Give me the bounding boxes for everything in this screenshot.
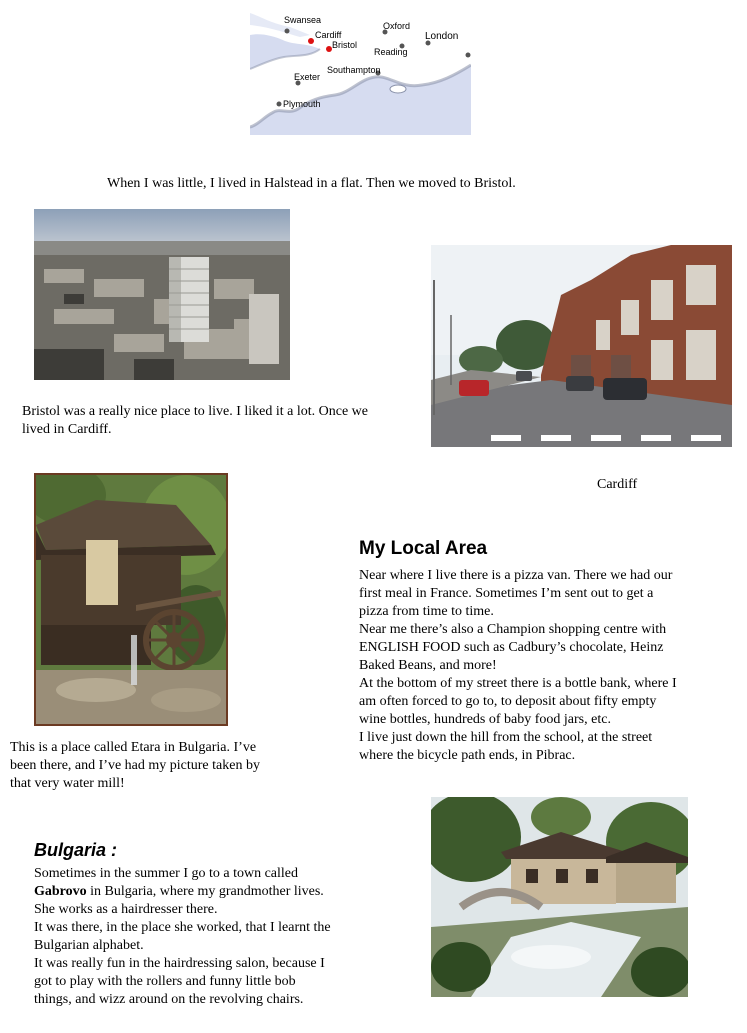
local-area-paragraph bbox=[359, 567, 677, 765]
cardiff-caption: Cardiff bbox=[597, 477, 638, 492]
map-label-cardiff: Cardiff bbox=[315, 30, 342, 40]
local-area-line-11: where the bicycle path ends, in Pibrac. bbox=[359, 748, 576, 763]
bulgaria-line-2 bbox=[34, 883, 331, 901]
local-area-line-8: am often forced to go to, to deposit about fifty empty bbox=[359, 694, 657, 709]
local-area-line-2: first meal in France. Sometimes I’m sent out to get a bbox=[359, 586, 654, 601]
map-label-southampton: Southampton bbox=[327, 65, 381, 75]
bulgaria-line-5: Bulgarian alphabet. bbox=[34, 938, 144, 953]
map-label-exeter: Exeter bbox=[294, 72, 321, 82]
etara-photo bbox=[34, 473, 228, 726]
bristol-photo bbox=[34, 209, 290, 380]
map-label-bristol: Bristol bbox=[332, 40, 358, 50]
bulgaria-line-4: It was there, in the place she worked, that I learnt the bbox=[34, 920, 331, 935]
local-area-line-1: Near where I live there is a pizza van. There we had our bbox=[359, 568, 673, 583]
bristol-paragraph bbox=[22, 403, 368, 439]
gabrovo-town: Gabrovo bbox=[34, 884, 87, 899]
gabrovo-photo bbox=[431, 797, 688, 997]
etara-line-1: This is a place called Etara in Bulgaria. I’ve bbox=[10, 740, 257, 755]
bristol-line-1: Bristol was a really nice place to live. I liked it a lot. Once we bbox=[22, 404, 368, 419]
local-area-line-9: wine bottles, hundreds of baby food jars, etc. bbox=[359, 712, 611, 727]
bulgaria-title: Bulgaria : bbox=[34, 840, 118, 860]
bulgaria-line-6: It was really fun in the hairdressing salon, because I bbox=[34, 956, 325, 971]
bulgaria-line-7: got to play with the rollers and funny little bob bbox=[34, 974, 296, 989]
local-area-line-6: Baked Beans, and more! bbox=[359, 658, 497, 673]
bulgaria-line-1: Sometimes in the summer I go to a town called bbox=[34, 866, 299, 881]
bulgaria-line-2-rest: in Bulgaria, where my grandmother lives. bbox=[86, 884, 324, 899]
local-area-line-5: ENGLISH FOOD such as Cadbury’s chocolate, Heinz bbox=[359, 640, 664, 655]
map-label-swansea: Swansea bbox=[284, 15, 322, 25]
map-label-london: London bbox=[425, 31, 459, 42]
etara-line-3: that very water mill! bbox=[10, 776, 125, 791]
etara-paragraph bbox=[10, 739, 260, 793]
local-area-line-3: pizza from time to time. bbox=[359, 604, 494, 619]
map-label-reading: Reading bbox=[374, 47, 408, 57]
local-area-title: My Local Area bbox=[359, 538, 488, 559]
bulgaria-paragraph bbox=[34, 865, 331, 1009]
cardiff-photo bbox=[431, 245, 732, 447]
map-label-oxford: Oxford bbox=[383, 21, 411, 31]
local-area-line-10: I live just down the hill from the school, at the street bbox=[359, 730, 653, 745]
bristol-line-2: lived in Cardiff. bbox=[22, 422, 112, 437]
intro-text: When I was little, I lived in Halstead in a flat. Then we moved to Bristol. bbox=[107, 176, 516, 191]
etara-line-2: been there, and I’ve had my picture taken by bbox=[10, 758, 260, 773]
map-label-plymouth: Plymouth bbox=[283, 99, 321, 109]
bulgaria-line-8: things, and wizz around on the revolving chairs. bbox=[34, 992, 304, 1007]
map-image bbox=[250, 5, 471, 135]
bulgaria-line-3: She works as a hairdresser there. bbox=[34, 902, 218, 917]
local-area-line-4: Near me there’s also a Champion shopping centre with bbox=[359, 622, 667, 637]
local-area-line-7: At the bottom of my street there is a bottle bank, where I bbox=[359, 676, 677, 691]
